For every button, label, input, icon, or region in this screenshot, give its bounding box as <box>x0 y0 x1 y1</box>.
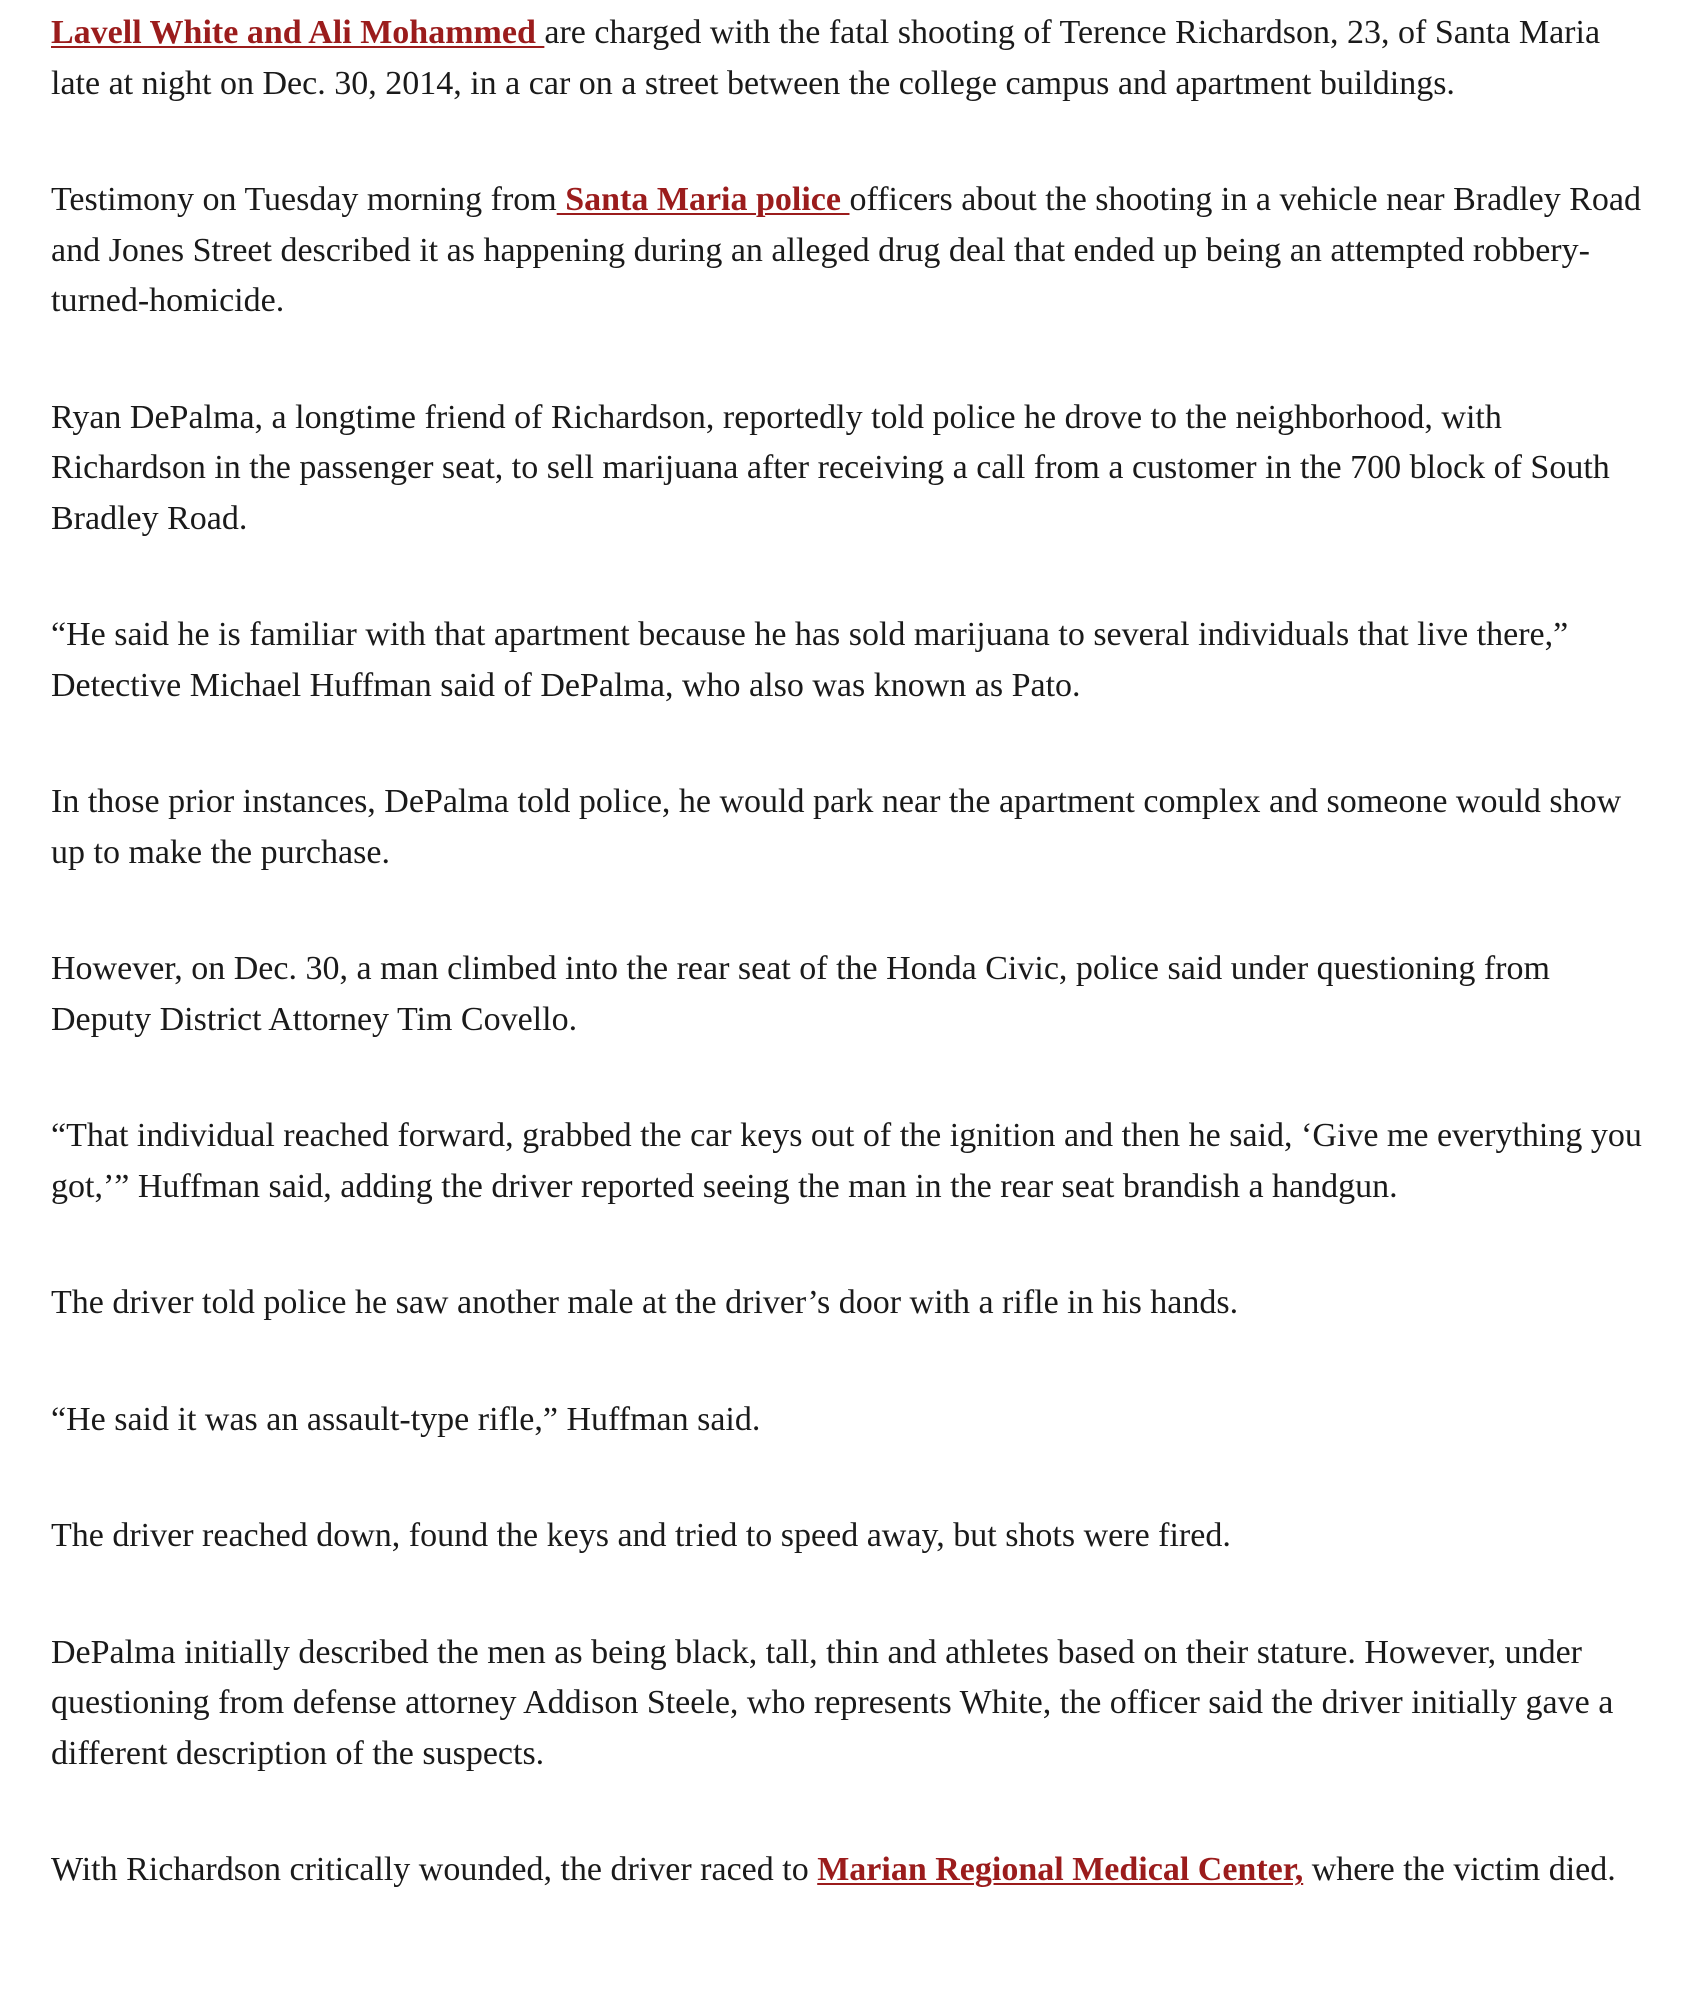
paragraph <box>51 610 1651 711</box>
paragraph-text: Ryan DePalma, a longtime friend of Richardson, reportedly told police he drove to the neighborhood, with Richardson in the passenger seat, to sell marijuana after receiving a call from a customer in the 700 block of South Bradley Road. <box>51 398 1610 537</box>
paragraph <box>51 393 1651 545</box>
paragraph-text: In those prior instances, DePalma told police, he would park near the apartment complex and someone would show up to make the purchase. <box>51 783 1622 871</box>
paragraph-text: where the victim died. <box>1303 1851 1616 1888</box>
link-lavell-white-ali-mohammed[interactable]: Lavell White and Ali Mohammed <box>51 14 545 51</box>
paragraph-text: Testimony on Tuesday morning from <box>51 181 557 218</box>
paragraph-text: are charged with the fatal shooting of Terence Richardson, 23, of Santa Maria late at night on Dec. 30, 2014, in a car on a street between the college campus and apartment buildings. <box>51 14 1601 102</box>
paragraph-text: “That individual reached forward, grabbed the car keys out of the ignition and then he said, ‘Give me everything you got,’” Huffman said, adding the driver reported seeing the man in the rear seat brandish a handgun. <box>51 1117 1642 1205</box>
paragraph <box>51 1628 1651 1780</box>
paragraph-text: With Richardson critically wounded, the driver raced to <box>51 1851 818 1888</box>
paragraph-text: DePalma initially described the men as being black, tall, thin and athletes based on their stature. However, under questioning from defense attorney Addison Steele, who represents White, the officer said the driver initially gave a different description of the suspects. <box>51 1633 1614 1772</box>
paragraph-text: However, on Dec. 30, a man climbed into the rear seat of the Honda Civic, police said under questioning from Deputy District Attorney Tim Covello. <box>51 950 1550 1038</box>
paragraph-text: The driver told police he saw another male at the driver’s door with a rifle in his hands. <box>51 1284 1239 1321</box>
paragraph <box>51 1278 1651 1329</box>
article-body <box>51 8 1651 1962</box>
paragraph-text: “He said it was an assault-type rifle,” Huffman said. <box>51 1400 761 1438</box>
paragraph <box>51 8 1651 109</box>
paragraph <box>51 1395 1651 1446</box>
paragraph-text: The driver reached down, found the keys and tried to speed away, but shots were fired. <box>51 1517 1231 1554</box>
paragraph <box>51 1511 1651 1562</box>
paragraph-text: officers about the shooting in a vehicle near Bradley Road and Jones Street described it as happening during an alleged drug deal that ended up being an attempted robbery-turned-homicide. <box>51 181 1642 319</box>
paragraph-text: “He said he is familiar with that apartment because he has sold marijuana to several individuals that live there,” Detective Michael Huffman said of DePalma, who also was known as Pato. <box>51 616 1569 704</box>
paragraph <box>51 1845 1651 1896</box>
paragraph <box>51 175 1651 327</box>
paragraph <box>51 1111 1651 1212</box>
link-santa-maria-police[interactable]: Santa Maria police <box>556 181 850 218</box>
link-marian-regional-medical-center[interactable]: Marian Regional Medical Center, <box>817 1851 1304 1888</box>
paragraph <box>51 944 1651 1045</box>
paragraph <box>51 777 1651 878</box>
